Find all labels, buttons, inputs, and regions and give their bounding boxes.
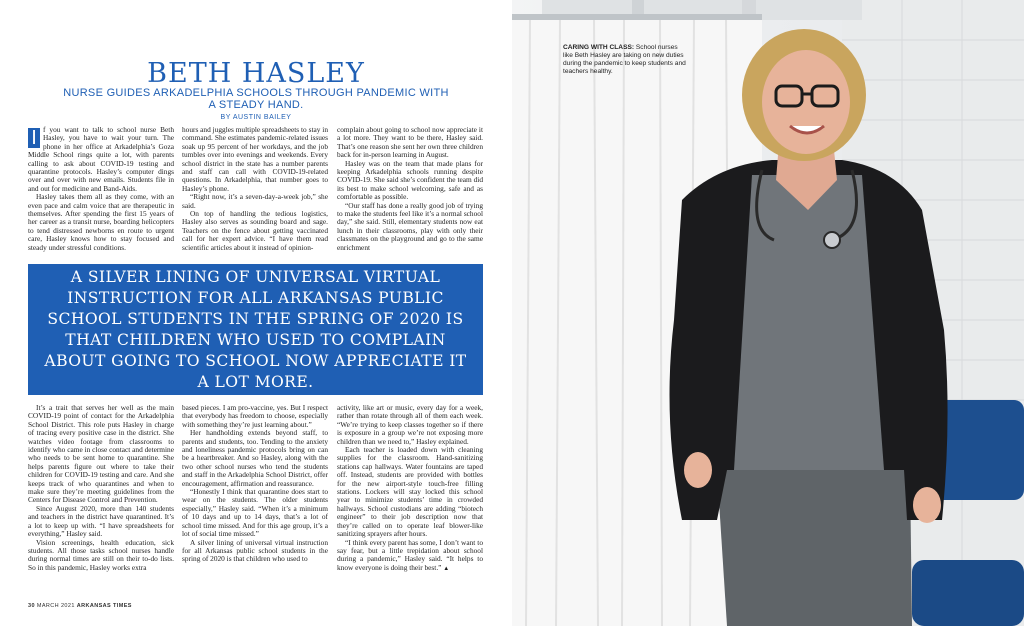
end-mark-icon: ▲ xyxy=(443,565,450,572)
photo-caption xyxy=(563,44,687,76)
scrub-pants xyxy=(717,470,912,626)
curtain-rail xyxy=(512,14,762,20)
column-3-bottom xyxy=(337,404,483,600)
nurse-portrait-photo xyxy=(512,0,1024,626)
column-2-bottom xyxy=(182,404,328,600)
paragraph: Her handholding extends beyond staff, to parents and students, too. Tending to the anxiety and loneliness pandemic protocols bring on can be a heartbreaker. And so Hasley, along with the two other school nurses who tend the students and staff in the Arkadelphia School District, offer encouragement, affirmation and reassurance. xyxy=(182,428,328,488)
paragraph: “Our staff has done a really good job of trying to make the students feel like it’s a normal school day,” she said. Still, elementary students now eat lunch in their classrooms, play with only their classmates on the playground and go to the same enrichment xyxy=(337,200,483,252)
paragraph: activity, like art or music, every day for a week, rather than rotate through all of them each week. “We’re trying to keep classes together so if there is exposure in a group we’re not exposing more children than we need to,” Hasley explained. xyxy=(337,404,483,446)
caption-text: School nurses like Beth Hasley are taking on new duties during the pandemic to keep students and teachers healthy. xyxy=(563,44,686,75)
page-number: 30 xyxy=(28,603,35,609)
photo-page xyxy=(512,0,1024,626)
column-1-bottom xyxy=(28,404,174,600)
caption-lead: CARING WITH CLASS: xyxy=(563,44,635,51)
publication-name: ARKANSAS TIMES xyxy=(76,603,132,609)
column-1-top xyxy=(28,126,174,259)
paragraph: It’s a trait that serves her well as the main COVID-19 point of contact for the Arkadelphia School District. This role puts Hasley in charge of tracing every positive case in the district. She watches video footage from classrooms to identify who came in close contact and determine who needs to be sent home to quarantine. She helps parents figure out where to take their children for COVID-19 testing and care. And she keeps track of who quarantines and when to make sure they’re meeting guidelines from the Centers for Disease Control and Prevention. xyxy=(28,404,174,505)
paragraph: “Honestly I think that quarantine does start to wear on the students. The older students especially,” Hasley said. “When it’s a minimum of 10 days and up to 14 days, that’s a lot of school time missed. And for this age group, it’s a lot of social time missed.” xyxy=(182,487,328,539)
paragraph: Hasley was on the team that made plans for keeping Arkadelphia schools running despite COVID-19. She said she’s confident the team did its best to make school welcoming, safe and as comfortable as possible. xyxy=(337,158,483,202)
column-3-top xyxy=(337,126,483,259)
pull-quote xyxy=(28,264,483,395)
paragraph: A silver lining of universal virtual instruction for all Arkansas public school students in the spring of 2020 is that children who used to xyxy=(182,537,328,564)
column-2-top xyxy=(182,126,328,259)
paragraph: “Right now, it’s a seven-day-a-week job,” she said. xyxy=(182,192,328,210)
paragraph: I f you want to talk to school nurse Beth Hasley, you have to wait your turn. The phone in her office at Arkadelphia’s Goza Middle School rings quite a lot, with parents calling to ask about COVID-19 testing and quarantine protocols. Hasley’s computer dings over and over with new emails. Students file in and out for medicine and Band-Aids. xyxy=(28,126,174,193)
drop-cap: I xyxy=(28,128,40,148)
paragraph: hours and juggles multiple spreadsheets to stay in command. She estimates pandemic-related issues soak up 95 percent of her workdays, and the job tumbles over into evenings and weekends. Every school district in the state has a number parents and staff can call with COVID-19-related questions. In Arkadelphia, that number goes to Hasley’s phone. xyxy=(182,126,328,193)
issue-date: MARCH 2021 xyxy=(36,603,75,609)
paragraph: “I think every parent has some, I don’t want to say fear, but a little trepidation about school during a pandemic,” Hasley said. “It helps to know everyone is doing their best.” ▲ xyxy=(337,537,483,572)
article-subtitle: NURSE GUIDES ARKADELPHIA SCHOOLS THROUGH PANDEMIC WITH A STEADY HAND. xyxy=(63,87,449,111)
paragraph: Since August 2020, more than 140 students and teachers in the district have quarantined. It’s a lot to keep up with. “I have spreadsheets for everything,” Hasley said. xyxy=(28,503,174,539)
paragraph: Each teacher is loaded down with cleaning supplies for the classroom. Hand-sanitizing stations cap hallways. Water fountains are taped off. Instead, students are provided with bottles for the new airport-style touch-free filling stations. Lockers will stay locked this school year to minimize students’ time in crowded hallways. School custodians are adding “biotech engineer” to their job description now that they’re called on to operate leaf blower-like sanitizing sprayers after hours. xyxy=(337,445,483,539)
paragraph: Vision screenings, health education, sick students. All those tasks school nurses handle during normal times are still on their to-do lists. So in this pandemic, Hasley works extra xyxy=(28,537,174,572)
article-title: BETH HASLEY xyxy=(147,58,365,89)
paragraph: On top of handling the tedious logistics, Hasley also serves as sounding board and sage. Teachers on the fence about getting vaccinated call for her expert advice. “I have them read scientific articles about it instead of opinion- xyxy=(182,209,328,252)
pull-quote-text: A SILVER LINING OF UNIVERSAL VIRTUAL INSTRUCTION FOR ALL ARKANSAS PUBLIC SCHOOL STUDENTS IN THE SPRING OF 2020 IS THAT CHILDREN WHO USED TO COMPLAIN ABOUT GOING TO SCHOOL NOW APPRECIATE IT A LOT MORE. xyxy=(44,267,467,391)
paragraph: based pieces. I am pro-vaccine, yes. But I respect that everybody has freedom to choose, especially with something they’re just learning about.” xyxy=(182,404,328,429)
paragraph: Hasley takes them all as they come, with an even pace and calm voice that are therapeutic in themselves. After spending the first 15 years of her career as a transit nurse, boarding helicopters to tend distressed newborns en route to urgent care, Hasley knows how to stay focused and steady under stressful conditions. xyxy=(28,192,174,252)
page-footer xyxy=(28,603,132,609)
paragraph: complain about going to school now appreciate it a lot more. They want to be there, Hasley said. That’s one reason she sent her own three children back for in-person learning in August. xyxy=(337,126,483,160)
article-byline: BY AUSTIN BAILEY xyxy=(220,114,292,121)
